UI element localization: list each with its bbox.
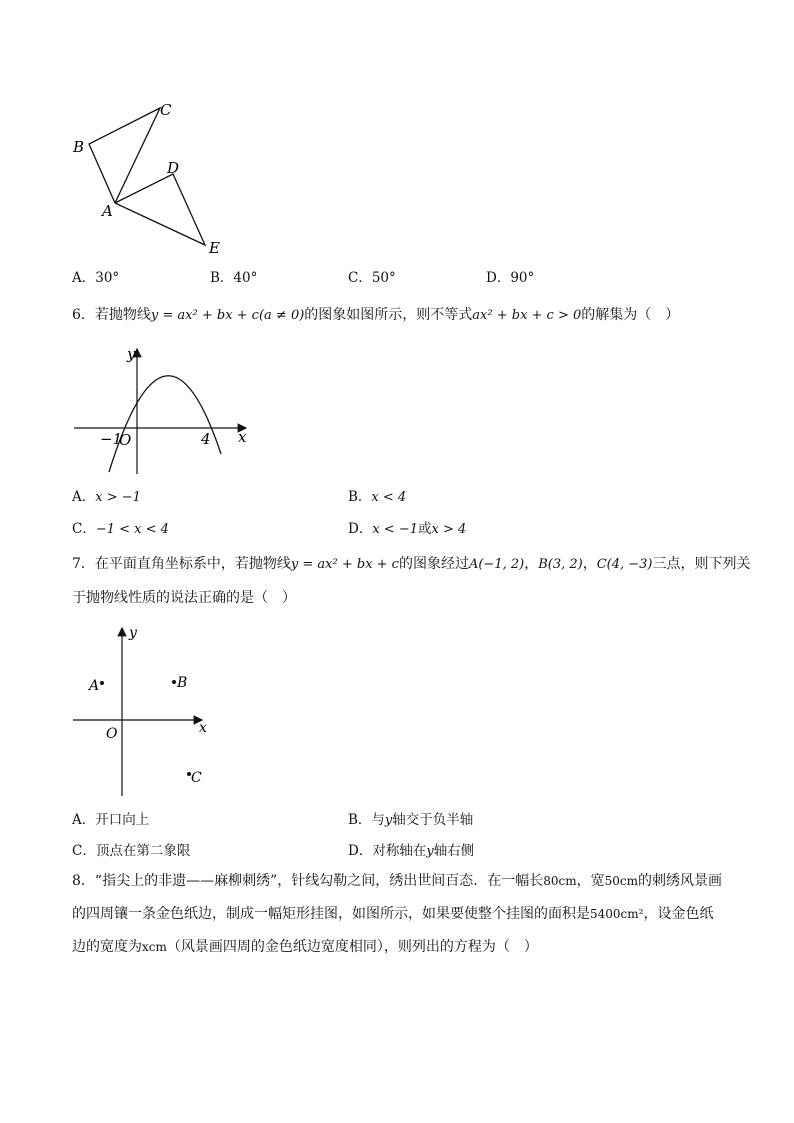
origin-label: O (106, 726, 118, 742)
q5-figure (60, 95, 240, 265)
q6-option-b[interactable]: B．x < 4 (348, 489, 407, 505)
q6-graph (70, 342, 255, 477)
right-root-label: 4 (201, 430, 211, 448)
q7-option-a[interactable]: A．开口向上 (72, 812, 150, 828)
q6-option-a[interactable]: A．x > −1 (72, 489, 141, 505)
q6-option-d[interactable]: D．x < −1或x > 4 (348, 521, 467, 537)
x-axis-label: x (199, 720, 207, 736)
y-axis-label: y (129, 625, 137, 641)
point-b (172, 680, 176, 684)
q6-stem: 6．若抛物线y = ax² + bx + c(a ≠ 0)的图象如图所示，则不等式ax² + bx + c > 0的解集为（ ） (72, 307, 680, 323)
q5-option-a[interactable]: A．30° (72, 270, 120, 286)
q6-option-c[interactable]: C．−1 < x < 4 (72, 521, 169, 537)
label-c: C (160, 101, 172, 119)
q5-option-c[interactable]: C．50° (348, 270, 396, 286)
triangle-ade (115, 174, 205, 245)
q7-graph (70, 622, 215, 800)
q8-stem-line2: 的四周镶一条金色纸边，制成一幅矩形挂图，如图所示，如果要使整个挂图的面积是5400cm²，设金色纸 (72, 906, 714, 922)
point-a-label: A (89, 678, 100, 694)
label-b: B (73, 138, 85, 156)
point-c-label: C (191, 770, 202, 786)
q8-stem-line1: 8．“指尖上的非遗——麻柳刺绣”，针线勾勒之间，绣出世间百态．在一幅长80cm，宽50cm的刺绣风景画 (72, 873, 722, 889)
triangle-abc (89, 108, 160, 203)
q7-option-b[interactable]: B．与y轴交于负半轴 (348, 812, 474, 828)
origin-label: O (119, 431, 132, 449)
x-axis-label: x (238, 428, 247, 446)
y-axis-label: y (127, 345, 136, 363)
q5-option-d[interactable]: D．90° (486, 270, 535, 286)
label-a: A (102, 202, 113, 220)
left-root-label: −1 (100, 430, 123, 448)
point-a (100, 681, 104, 685)
parabola-curve (109, 376, 221, 472)
q7-stem-line2: 于抛物线性质的说法正确的是（ ） (72, 590, 296, 606)
q8-stem-line3: 边的宽度为xcm（风景画四周的金色纸边宽度相同），则列出的方程为（ ） (72, 939, 538, 955)
q7-option-d[interactable]: D．对称轴在y轴右侧 (348, 843, 475, 859)
label-d: D (167, 159, 180, 177)
point-b-label: B (177, 675, 188, 691)
q5-option-b[interactable]: B．40° (210, 270, 258, 286)
q7-option-c[interactable]: C．顶点在第二象限 (72, 843, 191, 859)
label-e: E (209, 239, 220, 257)
q7-stem-line1: 7．在平面直角坐标系中，若抛物线y = ax² + bx + c的图象经过A(−1, 2)，B(3, 2)，C(4, −3)三点，则下列关 (72, 556, 751, 572)
